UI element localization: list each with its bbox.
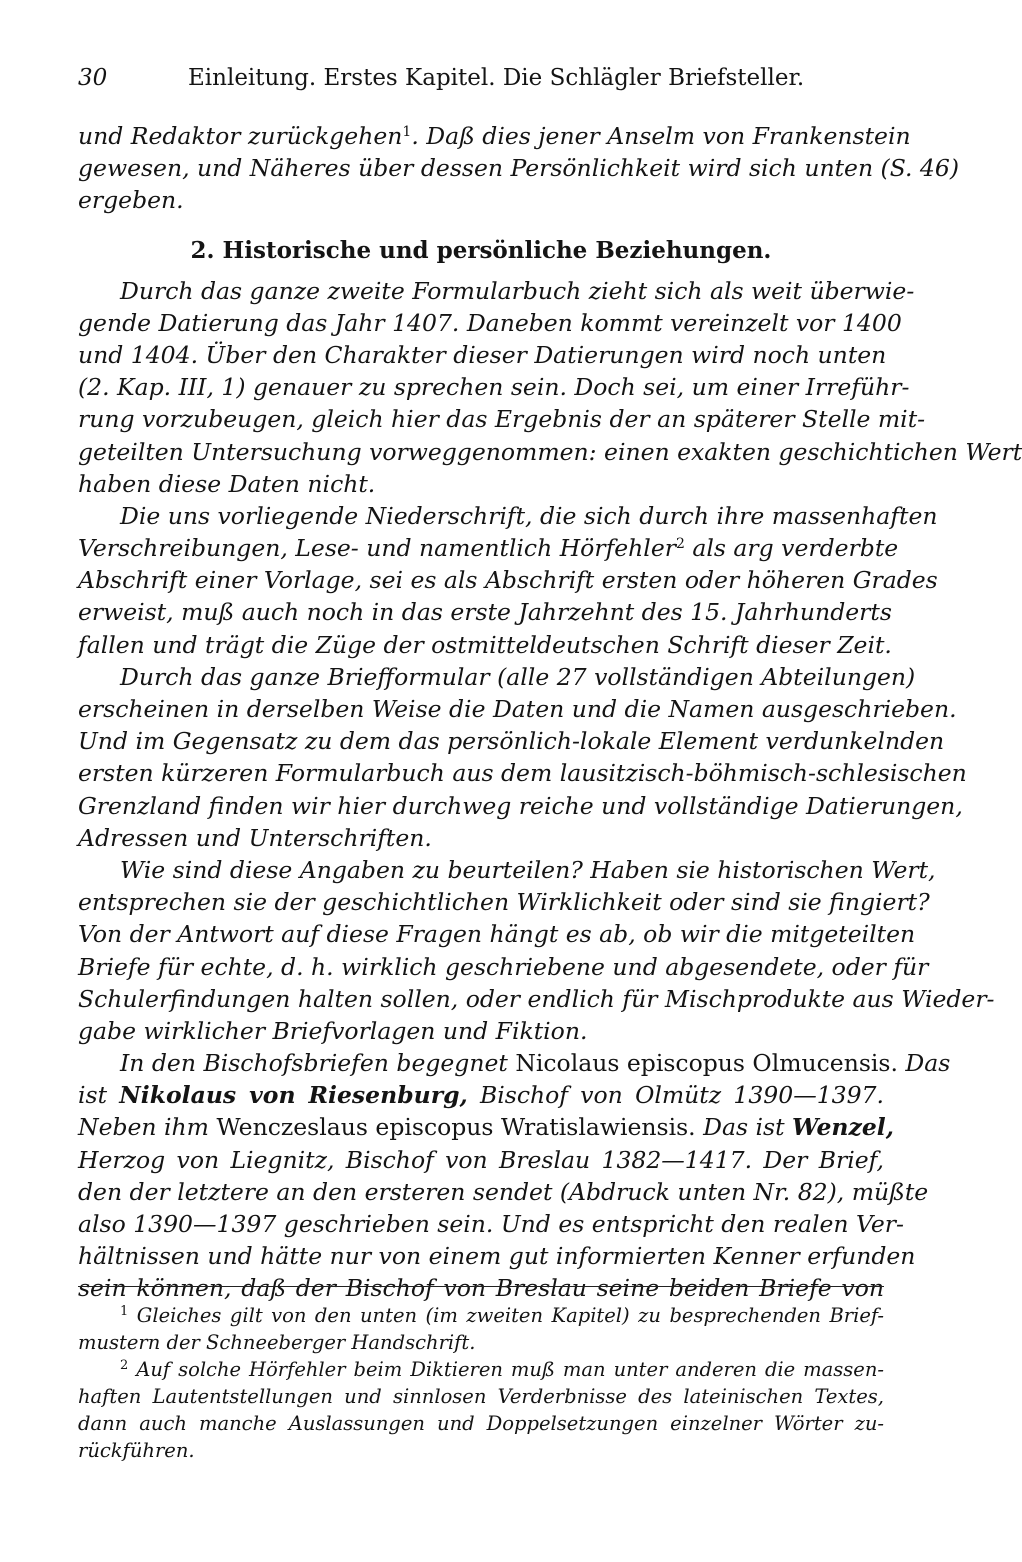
footnote-ref-1: 1 bbox=[402, 124, 412, 140]
footnote-ref-2: 2 bbox=[675, 536, 685, 553]
text-line: also 1390—1397 geschrieben sein. Und es entspricht den realen Ver- bbox=[78, 1210, 904, 1238]
text-line: rung vorzubeugen, gleich hier das Ergebnis der an späterer Stelle mit- bbox=[78, 405, 926, 434]
text-line: hältnissen und hätte nur von einem gut informierten Kenner erfunden bbox=[78, 1242, 916, 1271]
page-number: 30 bbox=[78, 65, 108, 91]
text-line: ergeben. bbox=[78, 186, 184, 215]
footnote-line: rückführen. bbox=[78, 1439, 195, 1462]
footnote-2: $^2$ Auf solche Hörfehler beim Diktieren muß man unter anderen die massen- bbox=[120, 1358, 884, 1381]
text-line: In den Bischofsbriefen begegnet Nicolaus episcopus Olmucensis. Das bbox=[120, 1049, 951, 1078]
text-line: erweist, muß auch noch in das erste Jahrzehnt des 15. Jahrhunderts bbox=[78, 598, 892, 627]
footnote-mark: 1 bbox=[120, 1304, 129, 1319]
text-line: den der letztere an den ersteren sendet (Abdruck unten Nr. 82), müßte bbox=[78, 1177, 929, 1206]
footnote-line: dann auch manche Auslassungen und Doppelsetzungen einzelner Wörter zu- bbox=[78, 1412, 884, 1435]
footnote-1: $^1$ Gleiches gilt von den unten (im zweiten Kapitel) zu besprechenden Brief- bbox=[120, 1304, 884, 1327]
latin-name: Wenczeslaus episcopus Wratislawiensis. bbox=[216, 1113, 696, 1142]
text-line: geteilten Untersuchung vorweggenommen: einen exakten geschichtichen Wert bbox=[78, 437, 1022, 466]
text-line: sein können, daß der Bischof von Breslau seine beiden Briefe von bbox=[78, 1274, 884, 1303]
text-line: Grenzland finden wir hier durchweg reiche und vollständige Datierungen, bbox=[78, 791, 963, 820]
text-line: und 1404. Über den Charakter dieser Datierungen wird noch unten bbox=[78, 340, 887, 369]
text-line: gewesen, und Näheres über dessen Persönlichkeit wird sich unten (S. 46) bbox=[78, 154, 959, 183]
text-line: gabe wirklicher Briefvorlagen und Fiktion. bbox=[78, 1016, 588, 1045]
text-line: Neben ihm Wenczeslaus episcopus Wratislawiensis. Das ist Wenzel, bbox=[78, 1113, 894, 1142]
text-line: fallen und trägt die Züge der ostmitteldeutschen Schrift dieser Zeit. bbox=[78, 630, 892, 659]
text-line: Verschreibungen, Lese- und namentlich Hörfehler$^2$ als arg verderbte bbox=[78, 534, 899, 563]
text-line: Herzog von Liegnitz, Bischof von Breslau 1382—1417. Der Brief, bbox=[78, 1145, 884, 1174]
text-line: Durch das ganze Briefformular (alle 27 vollständigen Abteilungen) bbox=[120, 662, 916, 691]
footnote-rule bbox=[78, 1286, 884, 1287]
text-line: erscheinen in derselben Weise die Daten und die Namen ausgeschrieben. bbox=[78, 695, 957, 723]
text-line: Und im Gegensatz zu dem das persönlich-lokale Element verdunkelnden bbox=[78, 727, 945, 756]
latin-name: Nicolaus episcopus Olmucensis. bbox=[515, 1049, 898, 1078]
person-name: Nikolaus von Riesenburg, bbox=[119, 1081, 468, 1110]
text-line: Durch das ganze zweite Formularbuch zieht sich als weit überwie- bbox=[120, 276, 915, 305]
text-line: Briefe für echte, d. h. wirklich geschriebene und abgesendete, oder für bbox=[78, 952, 929, 981]
main-text bbox=[78, 120, 1022, 1305]
section-heading: 2. Historische und persönliche Beziehungen. bbox=[190, 236, 772, 264]
running-header bbox=[78, 58, 888, 98]
text-line: entsprechen sie der geschichtlichen Wirklichkeit oder sind sie fingiert? bbox=[78, 888, 930, 917]
text-line: Abschrift einer Vorlage, sei es als Abschrift ersten oder höheren Grades bbox=[78, 566, 938, 595]
footnote-line: haften Lautentstellungen und sinnlosen Verderbnisse des lateinischen Textes, bbox=[78, 1385, 884, 1408]
text-line: Schulerfindungen halten sollen, oder endlich für Mischprodukte aus Wieder- bbox=[78, 984, 995, 1013]
text-line: gende Datierung das Jahr 1407. Daneben kommt vereinzelt vor 1400 bbox=[78, 308, 902, 337]
text-line: und Redaktor zurückgehen$^1$. Daß dies jener Anselm von Frankenstein bbox=[78, 122, 911, 150]
footnote-mark: 2 bbox=[120, 1358, 129, 1373]
text-line: Wie sind diese Angaben zu beurteilen? Haben sie historischen Wert, bbox=[120, 855, 936, 884]
text-line: Die uns vorliegende Niederschrift, die sich durch ihre massenhaften bbox=[120, 501, 938, 530]
running-title: Einleitung. Erstes Kapitel. Die Schlägler Briefsteller. bbox=[188, 65, 805, 91]
text-line: Von der Antwort auf diese Fragen hängt es ab, ob wir die mitgeteilten bbox=[78, 920, 916, 949]
footnotes bbox=[78, 1302, 884, 1464]
text-line: (2. Kap. III, 1) genauer zu sprechen sein. Doch sei, um einer Irreführ- bbox=[78, 373, 910, 402]
person-name: Wenzel, bbox=[791, 1113, 894, 1142]
footnote-line: mustern der Schneeberger Handschrift. bbox=[78, 1331, 476, 1354]
text-line: Adressen und Unterschriften. bbox=[78, 823, 432, 852]
text-line: ist Nikolaus von Riesenburg, Bischof von Olmütz 1390—1397. bbox=[78, 1081, 884, 1110]
text-line: haben diese Daten nicht. bbox=[78, 469, 376, 498]
text-line: ersten kürzeren Formularbuch aus dem lausitzisch-böhmisch-schlesischen bbox=[78, 759, 967, 788]
